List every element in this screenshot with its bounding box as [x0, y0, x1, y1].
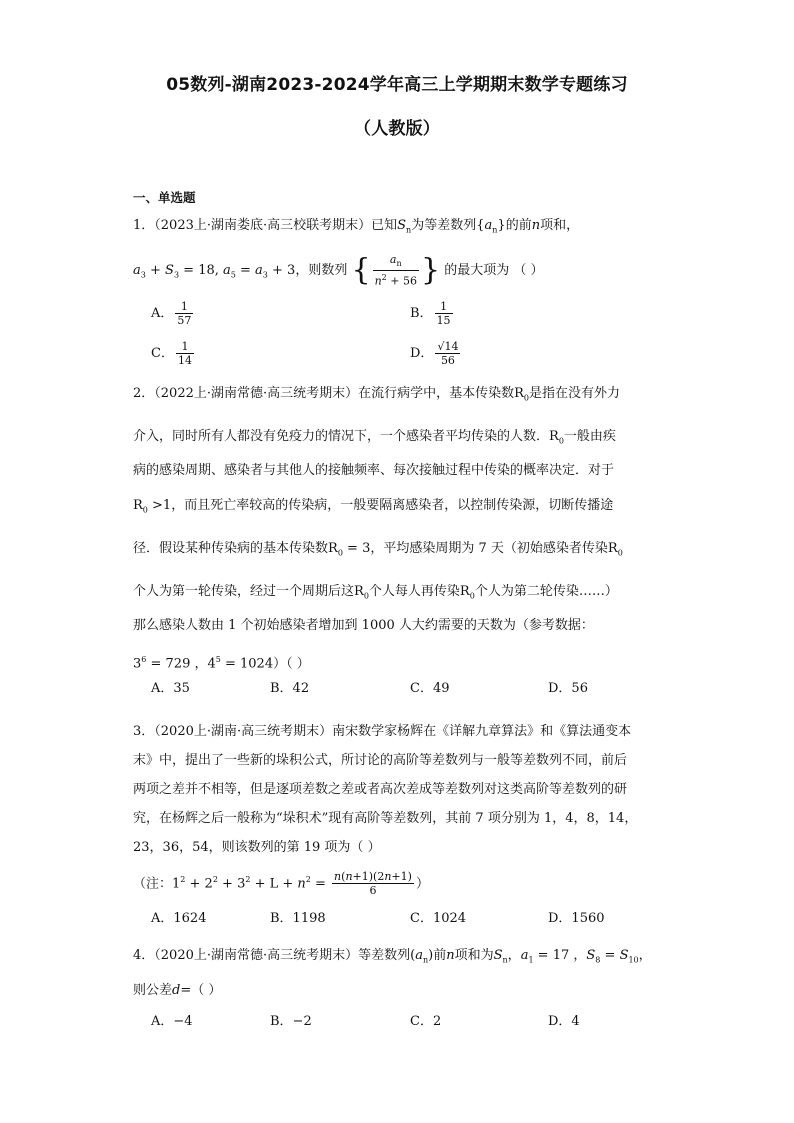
- q2-line7: 那么感染人数由 1 个初始感染者增加到 1000 人大约需要的天数为（参考数据：: [133, 618, 594, 633]
- q2-line1: 2．（2022上·湖南常德·高三统考期末）在流行病学中，基本传染数$R_0$是指在没有外力: [133, 386, 621, 403]
- q1-text: 1．（2023上·湖南娄底·高三校联考期末）已知: [133, 218, 398, 233]
- q4-line1: 4．（2020上·湖南常德·高三统考期末）等差数列$(a_n)$前n项和为$S_n$，$a_1 = 17$ ，$S_8 = S_{10}$，: [133, 948, 652, 965]
- q2-line6: 个人为第一轮传染，经过一个周期后这$R_0$个人每人再传染$R_0$个人为第二轮传染……）: [133, 584, 618, 601]
- q1-text: 的最大项为 （ ）: [444, 262, 544, 278]
- q1-text: 项和，: [540, 218, 580, 233]
- q1-sequence-fraction: $\frac{a_n}{n^2 + 56}$: [374, 253, 417, 288]
- q3-line2: 末》中，提出了一些新的垛积公式，所讨论的高阶等差数列与一般等差数列不同，前后: [133, 753, 628, 768]
- q1-text: ，则数列: [295, 262, 348, 278]
- q4-line2: 则公差d=（ ）: [133, 983, 222, 998]
- q2-option-d: D．56: [548, 681, 588, 696]
- q2-line4: $R_0 >1$，而且死亡率较高的传染病，一般要隔离感染者，以控制传染源，切断传播途: [133, 498, 614, 515]
- q1-text: 为等差数列: [411, 218, 477, 233]
- q1-text: 的前: [505, 218, 532, 233]
- q1-option-d: D． $\frac{√14}{56}$: [410, 340, 459, 367]
- q2-line5: 径．假设某种传染病的基本传染数$R_0 = 3$，平均感染周期为 7 天（初始感染者传染$R_0$: [133, 541, 623, 558]
- q1-option-c: C． $\frac{1}{14}$: [151, 340, 192, 367]
- q1-option-a: A． $\frac{1}{57}$: [151, 300, 192, 327]
- section-heading: 一、单选题: [133, 190, 196, 205]
- q4-option-c: C．2: [410, 1014, 442, 1029]
- doc-subtitle: （人教版）: [354, 119, 440, 139]
- q2-option-b: B．42: [270, 681, 310, 696]
- q4-option-a: A．−4: [151, 1014, 193, 1029]
- q3-option-a: A．1624: [151, 911, 207, 926]
- q2-line8: $3^6 = 729$ ，$4^5 = 1024$）（ ）: [133, 655, 310, 672]
- q1-option-b: B． $\frac{1}{15}$: [410, 300, 451, 327]
- q1-line1: 1．（2023上·湖南娄底·高三校联考期末）已知$S_n$为等差数列$\{a_n\}$的前n项和，: [133, 218, 580, 235]
- q3-option-b: B．1198: [270, 911, 326, 926]
- q3-option-d: D．1560: [548, 911, 605, 926]
- q2-line3: 病的感染周期、感染者与其他人的接触频率、每次接触过程中传染的概率决定．对于: [133, 463, 615, 478]
- q3-option-c: C．1024: [410, 911, 467, 926]
- q3-line4: 究，在杨辉之后一般称为“垛积术”现有高阶等差数列，其前 7 项分别为 1，4，8，14，: [133, 811, 638, 826]
- q3-line1: 3．（2020上·湖南·高三统考期末）南宋数学家杨辉在《详解九章算法》和《算法通变本: [133, 724, 632, 739]
- q3-line3: 两项之差并不相等，但是逐项差数之差或者高次差成等差数列对这类高阶等差数列的研: [133, 782, 628, 797]
- q2-line2: 介入，同时所有人都没有免疫力的情况下，一个感染者平均传染的人数．$R_0$一般由疾: [133, 429, 616, 446]
- q2-option-c: C．49: [410, 681, 450, 696]
- doc-title: 05数列-湖南2023-2024学年高三上学期期末数学专题练习: [166, 75, 628, 95]
- q1-line2: $a_3 + S_3 = 18$, $a_5 = a_3 + 3$，则数列 { $\frac{a_n}{n^2 + 56}$ } 的最大项为 （ ）: [133, 252, 544, 288]
- q3-line5: 23，36，54，则该数列的第 19 项为（ ）: [133, 840, 381, 855]
- q3-note: （注：$1^2 + 2^2 + 3^2 + L + n^2$ = $\frac{n(n+1)(2n+1)}{6}$ ）: [133, 870, 429, 898]
- q4-option-b: B．−2: [270, 1014, 312, 1029]
- q2-option-a: A．35: [151, 681, 190, 696]
- q4-option-d: D．4: [548, 1014, 580, 1029]
